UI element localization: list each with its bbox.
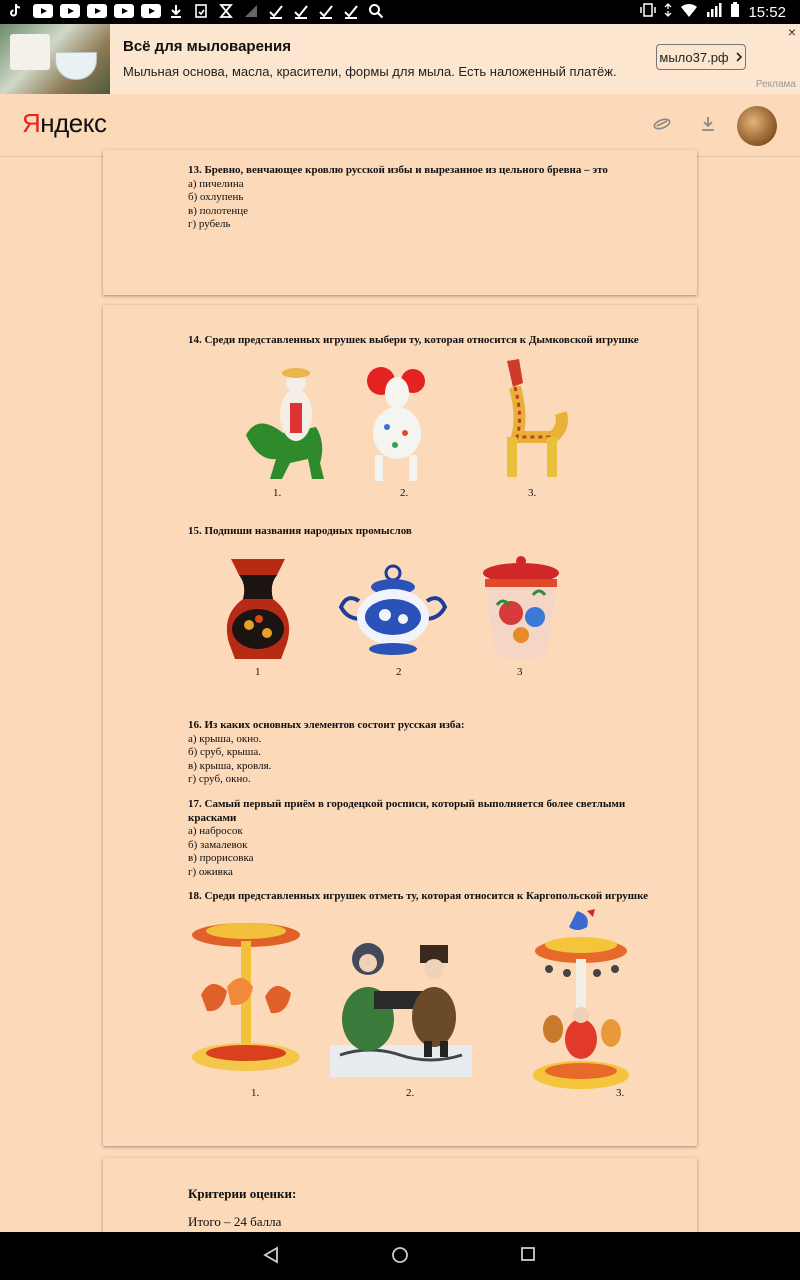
- data-arrows-icon: [664, 2, 672, 22]
- option: г) оживка: [188, 865, 233, 878]
- criteria-section: [188, 1186, 296, 1230]
- option: б) сруб, крыша.: [188, 746, 262, 758]
- carousel-toy-figure: [187, 917, 305, 1078]
- youtube-icon: [114, 4, 134, 18]
- question-title: 16. Из каких основных элементов состоит русская изба:: [188, 719, 465, 731]
- toy-figure: [361, 361, 431, 488]
- question-18: [188, 890, 658, 904]
- option: б) охлупень: [188, 191, 244, 203]
- figure-caption: 3.: [528, 487, 537, 499]
- signal-icon: [706, 2, 722, 22]
- youtube-icon: [141, 4, 161, 18]
- option: а) пичелина: [188, 177, 244, 190]
- avatar[interactable]: [737, 106, 777, 146]
- question-14: [188, 334, 648, 348]
- check-icon: [343, 3, 361, 19]
- carousel-toy-figure: [531, 909, 631, 1096]
- document-page: [103, 305, 697, 1146]
- question-13: [188, 164, 608, 232]
- toy-figure: [493, 357, 573, 490]
- youtube-icon: [60, 4, 80, 18]
- figure-caption: 2.: [406, 1087, 415, 1099]
- question-title: 14. Среди представленных игрушек выбери ту, которая относится к Дымковской игрушке: [188, 334, 639, 346]
- gzhel-sugar-bowl-figure: [337, 563, 449, 664]
- share-icon[interactable]: [650, 114, 674, 136]
- navigation-bar: [0, 1232, 800, 1280]
- figure-caption: 2: [396, 666, 402, 678]
- option: а) крыша, окно.: [188, 732, 262, 745]
- ad-text[interactable]: Мыльная основа, масла, красители, формы для мыла. Есть наложенный платёж.: [123, 64, 617, 79]
- gorodets-pot-figure: [477, 555, 565, 670]
- status-bar: [0, 0, 800, 24]
- ad-link-button[interactable]: [656, 44, 746, 70]
- clock: 15:52: [748, 3, 786, 21]
- figure-caption: 2.: [400, 487, 409, 499]
- figure-caption: 1.: [273, 487, 282, 499]
- figure-caption: 1.: [251, 1087, 260, 1099]
- figure-caption: 1: [255, 666, 261, 678]
- ad-label: Реклама: [755, 79, 796, 90]
- yandex-logo[interactable]: Яндекс: [22, 108, 107, 138]
- figure-caption: 3.: [616, 1087, 625, 1099]
- option: а) набросок: [188, 825, 243, 837]
- check-icon: [318, 3, 336, 19]
- ad-link-label: мыло37.рф: [659, 49, 729, 65]
- figure-caption: 3: [517, 666, 523, 678]
- option: в) прорисовка: [188, 852, 254, 864]
- criteria-total: Итого – 24 балла: [188, 1214, 282, 1229]
- wifi-icon: [680, 2, 698, 22]
- youtube-icon: [87, 4, 107, 18]
- tiktok-icon: [8, 3, 26, 19]
- question-17: [188, 798, 628, 879]
- option: г) сруб, окно.: [188, 773, 251, 785]
- close-icon[interactable]: ×: [787, 24, 796, 40]
- download-icon[interactable]: [696, 114, 720, 136]
- download-icon: [168, 3, 186, 19]
- home-icon[interactable]: [391, 1246, 409, 1269]
- question-title: 15. Подпиши названия народных промыслов: [188, 525, 412, 537]
- question-title: 17. Самый первый приём в городецкой росписи, который выполняется более светлыми красками: [188, 798, 626, 824]
- chevron-right-icon: [735, 50, 743, 65]
- option: в) крыша, кровля.: [188, 759, 272, 772]
- back-icon[interactable]: [263, 1246, 279, 1269]
- toy-figure: [238, 363, 330, 486]
- question-16: [188, 719, 465, 787]
- option: б) замалевок: [188, 838, 248, 851]
- youtube-icon: [33, 4, 53, 18]
- question-title: 13. Бревно, венчающее кровлю русской избы и вырезанное из цельного бревна – это: [188, 164, 608, 176]
- option: г) рубель: [188, 218, 231, 230]
- signal-off-icon: [243, 3, 261, 19]
- check-icon: [293, 3, 311, 19]
- question-15: [188, 525, 412, 539]
- khokhloma-vase-figure: [221, 555, 295, 668]
- recents-icon[interactable]: [520, 1246, 536, 1267]
- question-title: 18. Среди представленных игрушек отметь ту, которая относится к Каргопольской игрушке: [188, 890, 649, 902]
- option: в) полотенце: [188, 204, 249, 217]
- kargopol-toy-figure: [330, 935, 472, 1082]
- search-icon: [368, 3, 386, 19]
- ad-title[interactable]: Всё для мыловарения: [123, 38, 291, 55]
- vibrate-icon: [640, 2, 656, 22]
- document-page: [103, 150, 697, 295]
- battery-icon: [730, 2, 740, 22]
- criteria-title: Критерии оценки:: [188, 1186, 297, 1201]
- ad-image[interactable]: [0, 24, 110, 94]
- ad-banner[interactable]: [0, 24, 800, 94]
- app-header: [0, 94, 800, 157]
- hourglass-icon: [218, 3, 236, 19]
- check-icon: [268, 3, 286, 19]
- document-icon: [193, 3, 211, 19]
